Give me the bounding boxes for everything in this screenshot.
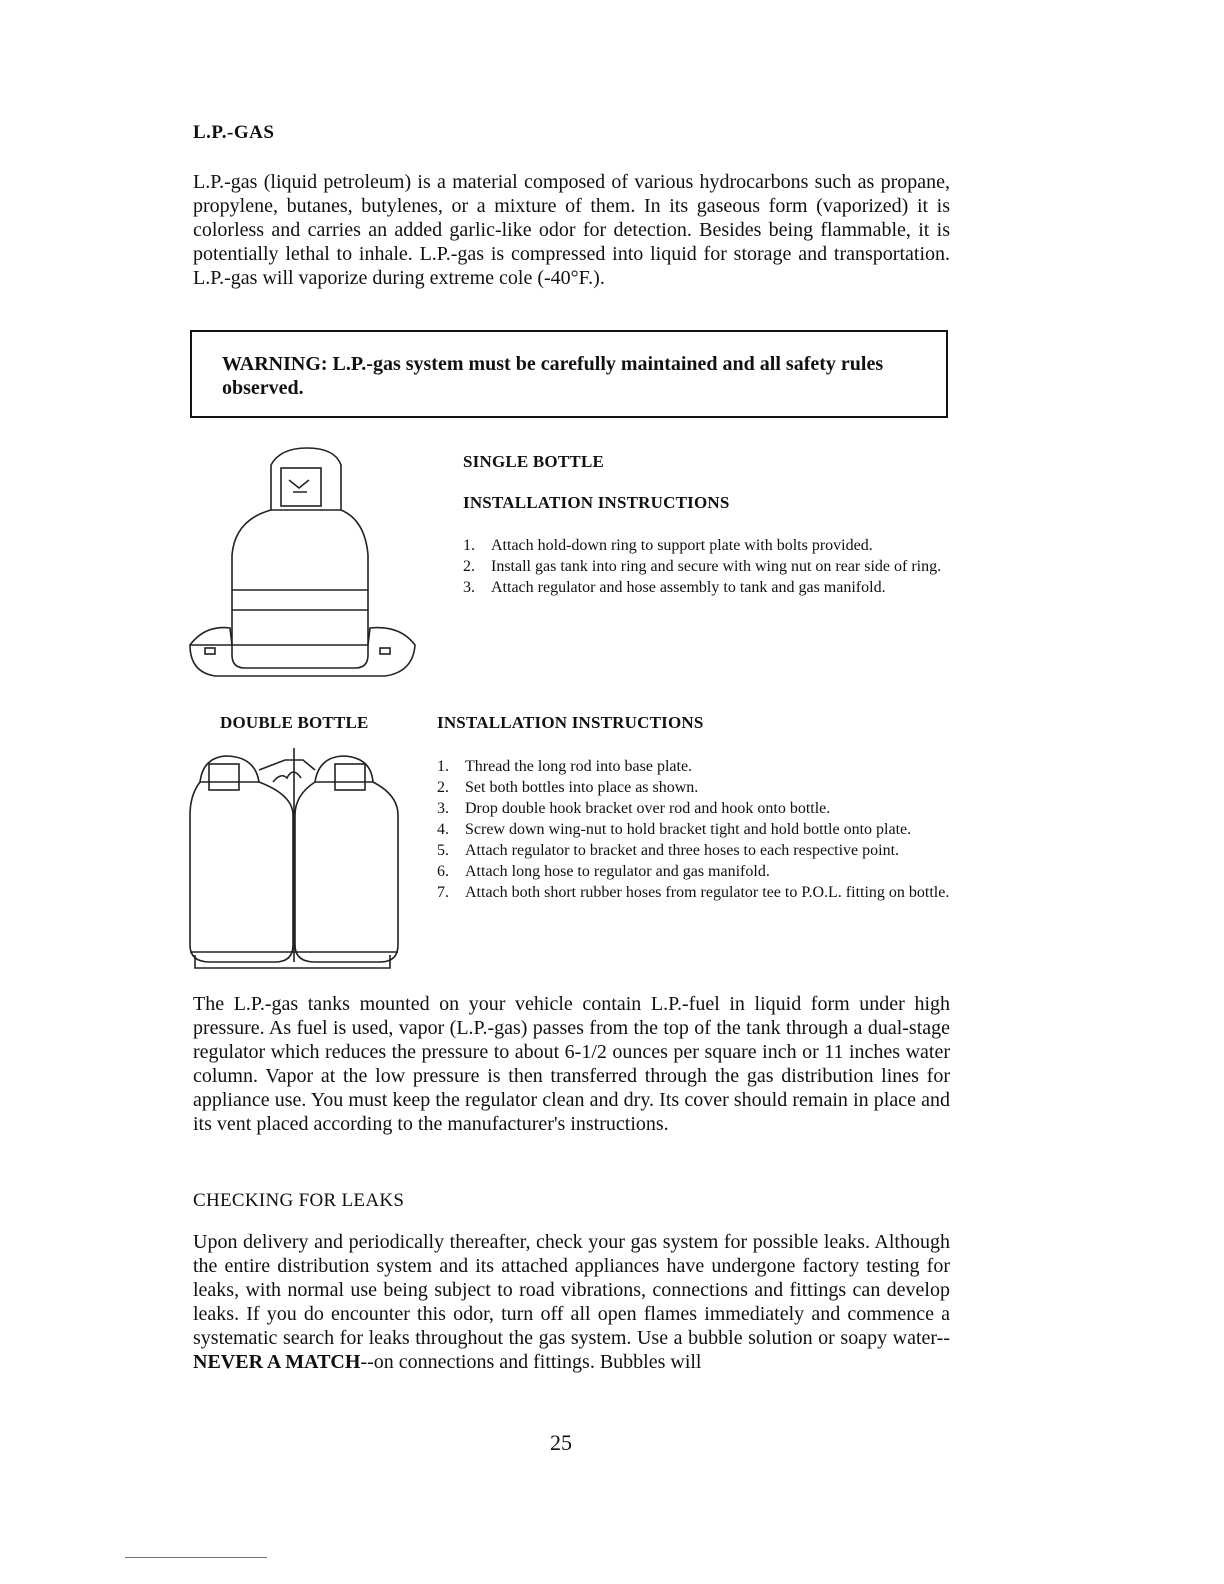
list-item <box>463 535 953 556</box>
step-text: Attach regulator to bracket and three hoses to each respective point. <box>465 842 900 859</box>
step-text: Screw down wing-nut to hold bracket tight and hold bottle onto plate. <box>465 821 912 838</box>
tanks-text: The L.P.-gas tanks mounted on your vehicle contain L.P.-fuel in liquid form under high pressure. As fuel is used, vapor (L.P.-gas) passes from the top of the tank through a dual-stage regulator which reduces the pressure to about 6-1/2 ounces per square inch or 11 inches water column. Vapor at the low pressure is then transferred through the gas distribution lines for appliance use. You must keep the regulator clean and dry. Its cover should remain in place and its vent placed according to the manufacturer's instructions. <box>193 993 950 1135</box>
step-number: 1. <box>437 758 449 775</box>
list-item <box>437 798 952 819</box>
step-text: Attach hold-down ring to support plate with bolts provided. <box>491 537 873 554</box>
intro-text: L.P.-gas (liquid petroleum) is a material composed of various hydrocarbons such as propane, propylene, butanes, butylenes, or a mixture of them. In its gaseous form (vaporized) it is colorless and carries an added garlic-like odor for detection. Besides being flammable, it is potentially lethal to inhale. L.P.-gas is compressed into liquid for storage and transportation. L.P.-gas will vaporize during extreme cole (-40°F.). <box>193 171 950 289</box>
list-item <box>437 777 952 798</box>
step-number: 6. <box>437 863 449 880</box>
leaks-heading: CHECKING FOR LEAKS <box>193 1190 405 1211</box>
double-steps-list <box>437 756 952 903</box>
list-item <box>437 882 952 903</box>
step-number: 5. <box>437 842 449 859</box>
step-number: 4. <box>437 821 449 838</box>
warning-box <box>190 330 948 418</box>
step-number: 3. <box>463 579 475 596</box>
leaks-paragraph <box>193 1230 950 1374</box>
step-text: Attach both short rubber hoses from regulator tee to P.O.L. fitting on bottle. <box>465 884 950 901</box>
single-install-heading: INSTALLATION INSTRUCTIONS <box>463 493 730 512</box>
intro-paragraph <box>193 170 950 290</box>
leaks-text-after: --on connections and fittings. Bubbles will <box>360 1351 702 1373</box>
step-number: 7. <box>437 884 449 901</box>
never-a-match-emphasis: NEVER A MATCH <box>193 1351 361 1373</box>
list-item <box>463 556 953 577</box>
step-number: 3. <box>437 800 449 817</box>
leaks-text-before: Upon delivery and periodically thereafter, check your gas system for possible leaks. Although the entire distribution system and its attached appliances have undergone factory testing for leaks, with normal use being subject to road vibrations, connections and fittings can develop leaks. If you do encounter this odor, turn off all open flames immediately and commence a systematic search for leaks throughout the gas system. Use a bubble solution or soapy water-- <box>193 1231 950 1349</box>
section-title: L.P.-GAS <box>193 122 275 143</box>
list-item <box>437 861 952 882</box>
step-text: Attach regulator and hose assembly to tank and gas manifold. <box>491 579 886 596</box>
step-text: Thread the long rod into base plate. <box>465 758 693 775</box>
step-number: 1. <box>463 537 475 554</box>
step-number: 2. <box>463 558 475 575</box>
list-item <box>437 756 952 777</box>
single-steps-list <box>463 535 953 598</box>
single-bottle-heading: SINGLE BOTTLE <box>463 452 605 471</box>
double-bottle-illustration <box>185 740 410 975</box>
single-bottle-illustration <box>185 440 425 685</box>
footer-rule <box>125 1557 267 1558</box>
warning-text: WARNING: L.P.-gas system must be carefully maintained and all safety rules observed. <box>222 353 884 399</box>
step-text: Drop double hook bracket over rod and hook onto bottle. <box>465 800 831 817</box>
double-bottle-heading: DOUBLE BOTTLE <box>220 713 369 732</box>
list-item <box>437 819 952 840</box>
double-install-heading: INSTALLATION INSTRUCTIONS <box>437 713 704 732</box>
step-text: Set both bottles into place as shown. <box>465 779 699 796</box>
step-text: Install gas tank into ring and secure with wing nut on rear side of ring. <box>491 558 942 575</box>
tanks-paragraph <box>193 992 950 1136</box>
step-text: Attach long hose to regulator and gas manifold. <box>465 863 770 880</box>
list-item <box>437 840 952 861</box>
page-number: 25 <box>550 1430 572 1455</box>
leaks-text <box>193 1230 950 1374</box>
step-number: 2. <box>437 779 449 796</box>
list-item <box>463 577 953 598</box>
